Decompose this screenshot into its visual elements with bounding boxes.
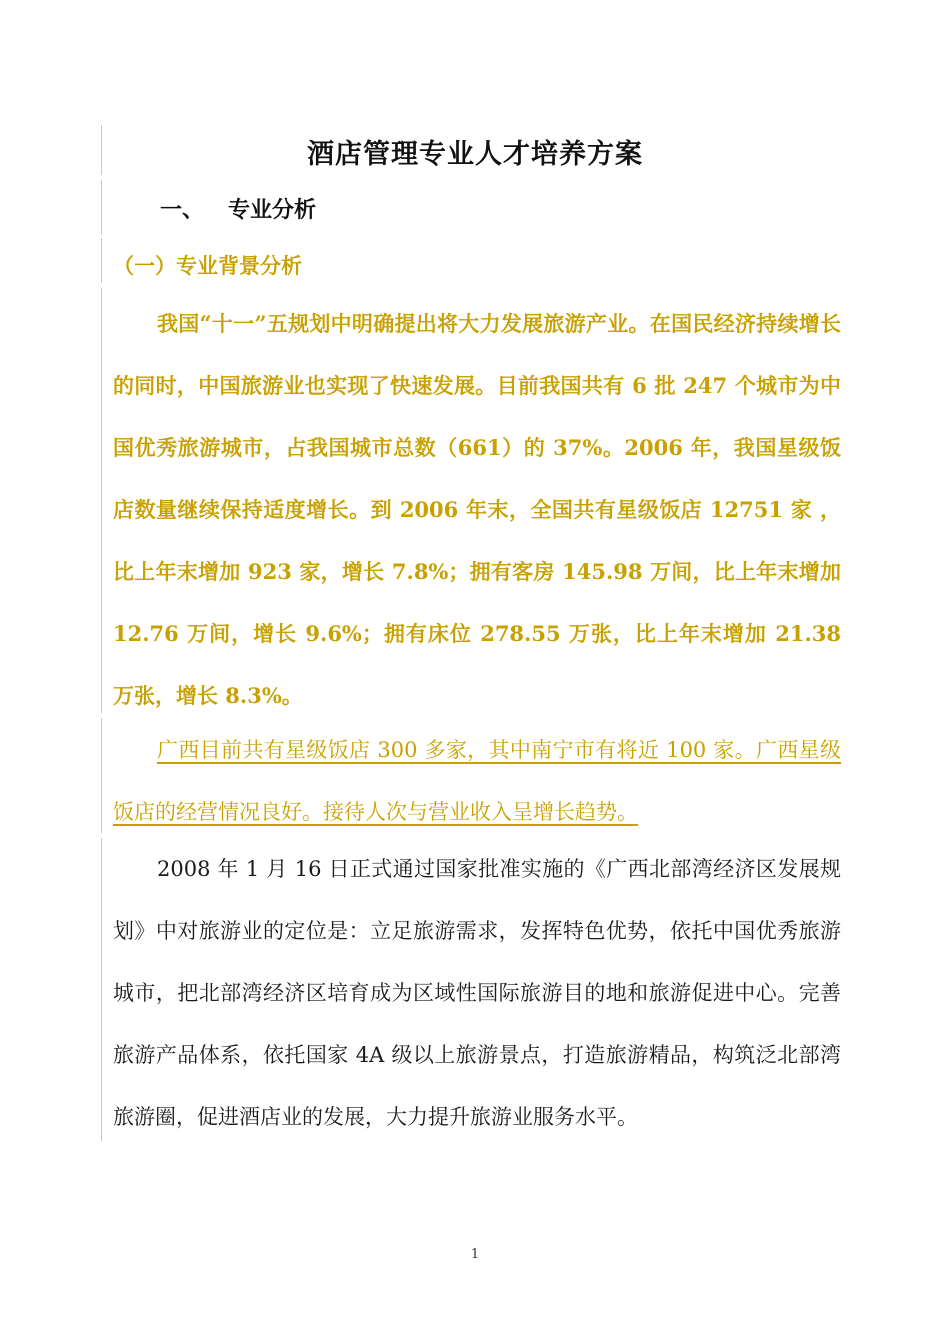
subsection-heading: （一）专业背景分析 (113, 253, 302, 278)
change-bar-paragraph-3 (101, 838, 102, 1141)
change-bar-subheading (101, 238, 102, 283)
change-bar-paragraph-1 (101, 288, 102, 713)
section-heading-text: 专业分析 (228, 197, 317, 223)
section-heading (160, 193, 316, 224)
paragraph-guangxi-hotels: 广西目前共有星级饭店 300 多家，其中南宁市有将近 100 家。广西星级饭店的经营情况良好。接待人次与营业收入呈增长趋势。 (113, 738, 841, 824)
paragraph-background: 我国“十一”五规划中明确提出将大力发展旅游产业。在国民经济持续增长的同时，中国旅游业也实现了快速发展。目前我国共有 6 批 247 个城市为中国优秀旅游城市，占我国城市总数（661）的 37%。2006 年，我国星级饭店数量继续保持适度增长。到 2006 年末，全国共有星级饭店 12751 家 ，比上年末增加 923 家，增长 7.8%；拥有客房 145.98 万间，比上年末增加 12.76 万间，增长 9.6%；拥有床位 278.55 万张，比上年末增加 21.38 万张，增长 8.3%。 (113, 311, 841, 708)
section-number: 一、 (160, 197, 205, 223)
document-title: 酒店管理专业人才培养方案 (307, 139, 643, 170)
change-bar-heading (101, 180, 102, 235)
paragraph-beibu-gulf-plan: 2008 年 1 月 16 日正式通过国家批准实施的《广西北部湾经济区发展规划》中对旅游业的定位是：立足旅游需求，发挥特色优势，依托中国优秀旅游城市，把北部湾经济区培育成为区域性国际旅游目的地和旅游促进中心。完善旅游产品体系，依托国家 4A 级以上旅游景点，打造旅游精品，构筑泛北部湾旅游圈，促进酒店业的发展，大力提升旅游业服务水平。 (113, 857, 841, 1129)
page-number: 1 (470, 1247, 480, 1262)
change-bar-paragraph-2 (101, 718, 102, 833)
